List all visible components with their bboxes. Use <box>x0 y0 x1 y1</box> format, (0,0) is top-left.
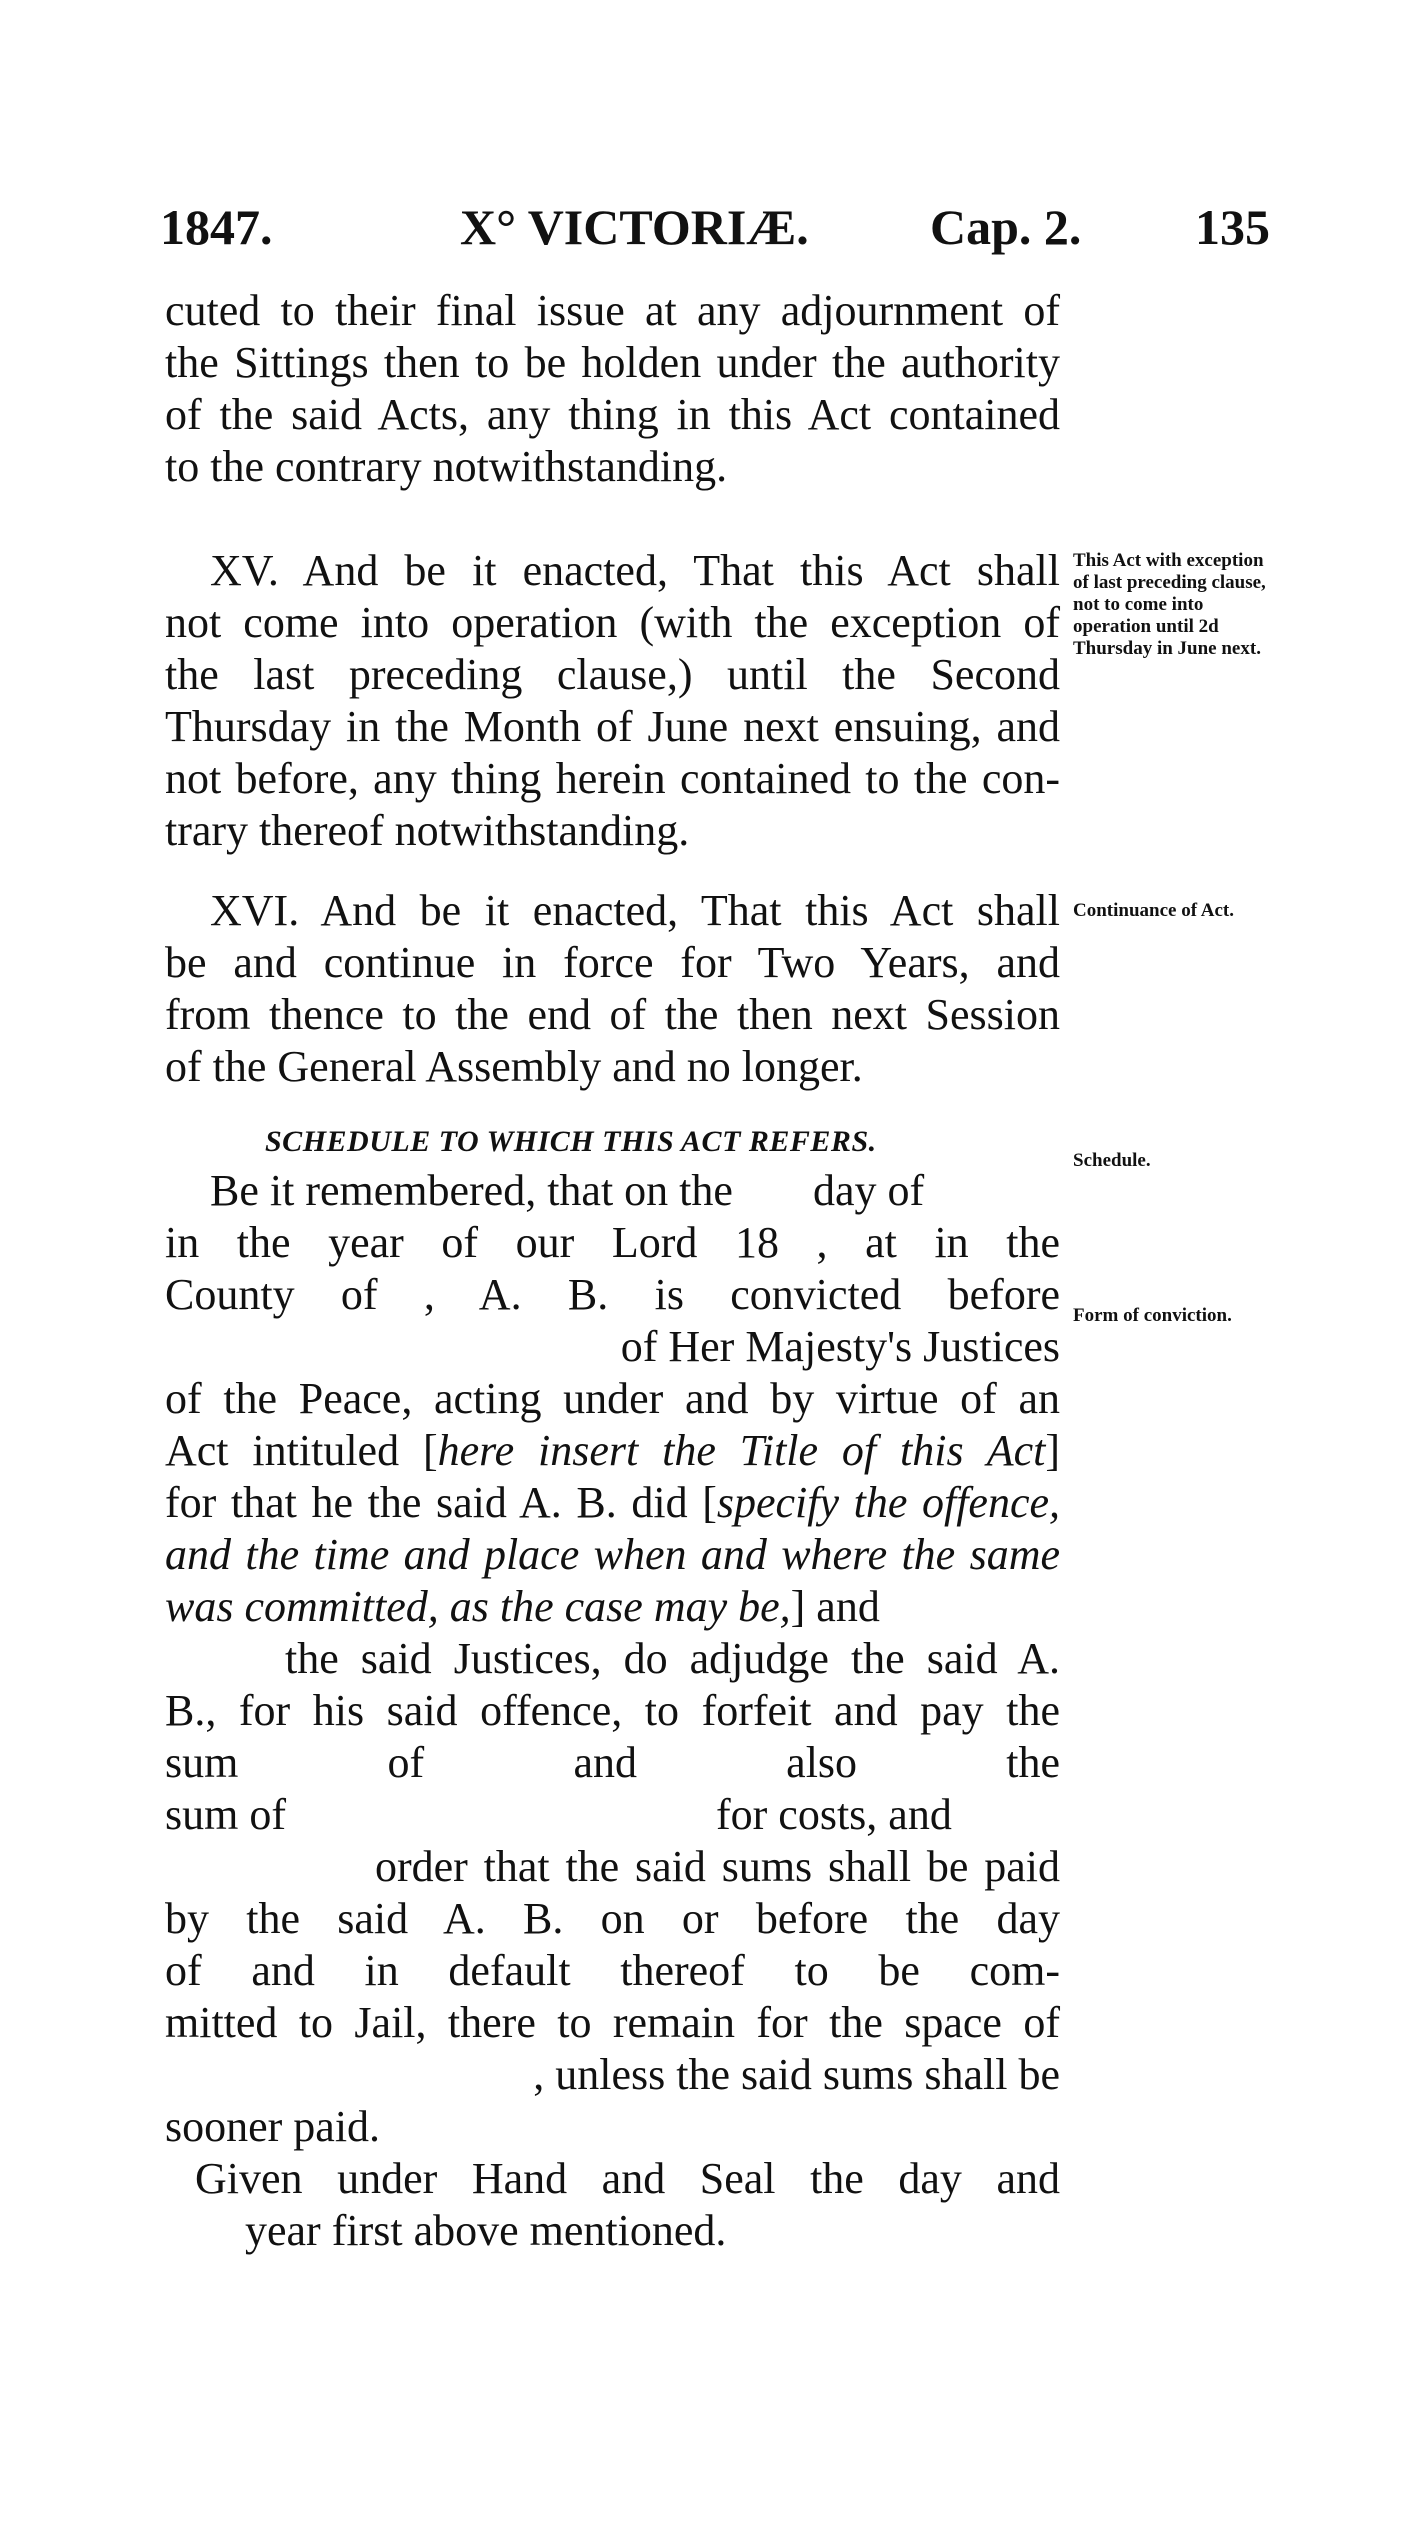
section-xvi <box>165 885 1060 1093</box>
text-line: be and continue in force for Two Years, and <box>165 938 1060 987</box>
text-line: by the said A. B. on or before the day <box>165 1894 1060 1943</box>
text-line: B., for his said offence, to forfeit and pay the <box>165 1686 1060 1735</box>
text-line: in the year of our Lord 18 , at in the <box>165 1218 1061 1267</box>
continuation-paragraph <box>165 285 1060 493</box>
text-line: the last preceding clause,) until the Second <box>165 650 1060 699</box>
schedule-title: SCHEDULE TO WHICH THIS ACT REFERS. <box>265 1125 877 1158</box>
text-line: of the Peace, acting under and by virtue of an <box>165 1374 1060 1423</box>
text-line: of Her Majesty's Justices <box>620 1322 1060 1371</box>
text-line: sum of and also the <box>165 1738 1061 1787</box>
text-line: Thursday in the Month of June next ensuing, and <box>165 702 1060 751</box>
schedule-form <box>165 1165 1060 2257</box>
text-line: to the contrary notwithstanding. <box>165 442 728 491</box>
header-year: 1847. <box>160 199 273 255</box>
text-line: cuted to their final issue at any adjournment of <box>165 286 1060 335</box>
text-line: Be it remembered, that on the day of <box>210 1166 925 1215</box>
text-line: and the time and place when and where the same <box>165 1530 1060 1579</box>
margin-note-xvi: Continuance of Act. <box>1073 900 1234 921</box>
header-cap: Cap. 2. <box>930 199 1082 255</box>
text-line: of and in default thereof to be com- <box>165 1946 1060 1995</box>
margin-note-xv: This Act with exception of last preceding clause, not to come into operation until 2d Thursday in June next. <box>1073 550 1266 659</box>
text-line: year first above mentioned. <box>245 2206 727 2255</box>
text-line: not come into operation (with the exception of <box>165 598 1060 647</box>
text-line: , unless the said sums shall be <box>533 2050 1060 2099</box>
margin-note-schedule: Schedule. <box>1073 1150 1151 1171</box>
text-line: sum of for costs, and <box>165 1790 952 1839</box>
text-line: not before, any thing herein contained to the con- <box>165 754 1060 803</box>
text-line: Act intituled [here insert the Title of this Act] <box>165 1426 1060 1475</box>
text-line: order that the said sums shall be paid <box>375 1842 1060 1891</box>
text-line: sooner paid. <box>165 2102 381 2151</box>
text-line: the said Justices, do adjudge the said A. <box>285 1634 1060 1683</box>
text-line: from thence to the end of the then next Session <box>165 990 1060 1039</box>
text-line: XV. And be it enacted, That this Act shall <box>210 546 1060 595</box>
page-number: 135 <box>1195 199 1270 255</box>
text-line: trary thereof notwithstanding. <box>165 806 690 855</box>
text-line: the Sittings then to be holden under the authority <box>165 338 1060 387</box>
text-line: for that he the said A. B. did [specify the offence, <box>165 1478 1061 1527</box>
text-line: was committed, as the case may be,] and <box>165 1582 880 1631</box>
text-line: XVI. And be it enacted, That this Act shall <box>210 886 1060 935</box>
text-line: of the said Acts, any thing in this Act contained <box>165 390 1060 439</box>
text-line: mitted to Jail, there to remain for the space of <box>165 1998 1060 2047</box>
margin-note-form: Form of conviction. <box>1073 1305 1232 1326</box>
section-xv <box>165 545 1060 857</box>
text-line: of the General Assembly and no longer. <box>165 1042 863 1091</box>
running-header <box>160 198 1300 268</box>
text-line: County of , A. B. is convicted before <box>165 1270 1061 1319</box>
header-title: X° VICTORIÆ. <box>460 199 809 255</box>
text-line: Given under Hand and Seal the day and <box>195 2154 1060 2203</box>
